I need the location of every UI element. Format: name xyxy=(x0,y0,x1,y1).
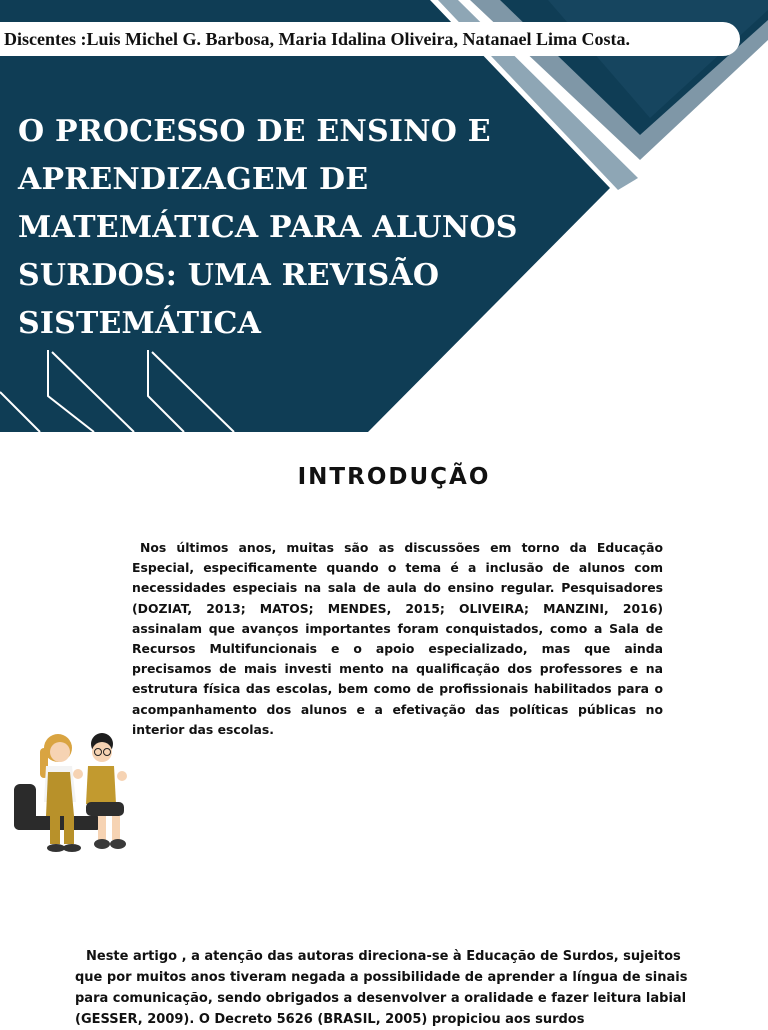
authors-bar: Discentes :Luis Michel G. Barbosa, Maria Idalina Oliveira, Natanael Lima Costa. xyxy=(0,22,740,56)
girl-face xyxy=(50,742,70,762)
girl-leg xyxy=(64,816,74,844)
girl-shoe xyxy=(47,844,65,852)
boy-shorts xyxy=(86,802,124,816)
boy-shirt xyxy=(86,766,116,804)
girl-hand xyxy=(73,769,83,779)
poster-title: O PROCESSO DE ENSINO E APRENDIZAGEM DE MATEMÁTICA PARA ALUNOS SURDOS: UMA REVISÃO SISTEMÁTICA xyxy=(18,114,518,341)
introduction-paragraph-1: Nos últimos anos, muitas são as discussões em torno da Educação Especial, especificamente quando o tema é a inclusão de alunos com necessidades especiais na sala de aula do ensino regular. Pesquisadores (DOZIAT, 2013; MATOS; MENDES, 2015; OLIVEIRA; MANZINI, 2016) assinalam que avanços importantes foram conquistados, como a Sala de Recursos Multifuncionais e o apoio especializado, mas que ainda precisamos de mais investi mento na qualificação dos professores e na estrutura física das escolas, bem como de profissionais habilitados para o acompanhamento dos alunos e a efetivação das políticas públicas no interior das escolas. xyxy=(132,540,663,737)
boy-leg xyxy=(98,816,106,840)
introduction-paragraph-2: Neste artigo , a atenção das autoras direciona-se à Educação de Surdos, sujeitos que por muitos anos tiveram negada a possibilidade de aprender a língua de sinais para comunicação, sendo obrigados a desenvolver a oralidade e fazer leitura labial (GESSER, 2009). O Decreto 5626 (BRASIL, 2005) propiciou aos surdos xyxy=(75,949,688,1027)
girl-overalls xyxy=(46,772,74,816)
boy-shoe xyxy=(110,839,126,849)
boy-leg xyxy=(112,816,120,840)
girl-shoe xyxy=(63,844,81,852)
introduction-heading: INTRODUÇÃO xyxy=(297,464,491,490)
boy-shoe xyxy=(94,839,110,849)
children-signing-illustration-icon xyxy=(10,732,135,857)
girl-leg xyxy=(50,816,60,844)
boy-hand xyxy=(117,771,127,781)
